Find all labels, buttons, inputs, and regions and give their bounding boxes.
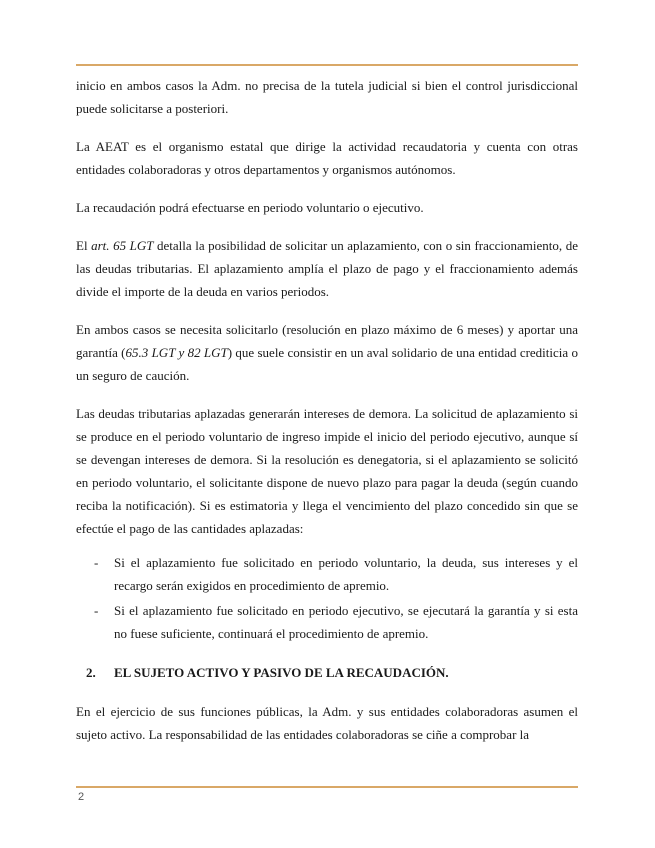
paragraph-periodo: La recaudación podrá efectuarse en periodo voluntario o ejecutivo. bbox=[76, 200, 424, 215]
paragraph-tutela: inicio en ambos casos la Adm. no precisa de la tutela judicial si bien el control jurisdiccional puede solicitarse a posteriori. bbox=[76, 78, 578, 116]
legal-reference-art65: art. 65 LGT bbox=[91, 238, 154, 253]
paragraph-art65 bbox=[76, 234, 578, 303]
paragraph-intereses: Las deudas tributarias aplazadas generarán intereses de demora. La solicitud de aplazamiento si se produce en el periodo voluntario de ingreso impide el inicio del periodo ejecutivo, aunque sí se devengan intereses de demora. Si la resolución es denegatoria, si el aplazamiento se solicitó en periodo voluntario, el solicitante dispone de nuevo plazo para pagar la deuda (según cuando reciba la notificación). Si es estimatoria y llega el vencimiento del plazo concedido sin que se efectúe el pago de las cantidades aplazadas: bbox=[76, 406, 578, 536]
section-heading bbox=[76, 661, 578, 684]
header-rule bbox=[76, 64, 578, 66]
page-body bbox=[76, 74, 578, 761]
list-bullet: - bbox=[94, 603, 99, 618]
paragraph-aeat: La AEAT es el organismo estatal que dirige la actividad recaudatoria y cuenta con otras entidades colaboradoras y otros departamentos y organismos autónomos. bbox=[76, 139, 578, 177]
paragraph-art65-post: detalla la posibilidad de solicitar un aplazamiento, con o sin fraccionamiento, de las deudas tributarias. El aplazamiento amplía el plazo de pago y el fraccionamiento además divide el importe de la deuda en varios periodos. bbox=[76, 238, 578, 299]
paragraph-garantia-post: ) que suele consistir en un aval solidario de una entidad crediticia o un seguro de caución. bbox=[76, 345, 578, 383]
section-title: EL SUJETO ACTIVO Y PASIVO DE LA RECAUDACIÓN. bbox=[114, 665, 449, 680]
footer-rule bbox=[76, 786, 578, 788]
paragraph-garantia bbox=[76, 318, 578, 387]
section-number: 2. bbox=[86, 665, 96, 680]
consequences-list bbox=[76, 551, 578, 645]
list-item-text: Si el aplazamiento fue solicitado en periodo ejecutivo, se ejecutará la garantía y si esta no fuese suficiente, continuará el procedimiento de apremio. bbox=[114, 603, 578, 641]
paragraph-garantia-pre: En ambos casos se necesita solicitarlo (resolución en plazo máximo de 6 meses) y aportar una garantía ( bbox=[76, 322, 578, 360]
paragraph-sujeto-activo: En el ejercicio de sus funciones públicas, la Adm. y sus entidades colaboradoras asumen el sujeto activo. La responsabilidad de las entidades colaboradoras se ciñe a comprobar la bbox=[76, 704, 578, 742]
list-bullet: - bbox=[94, 555, 99, 570]
list-item-text: Si el aplazamiento fue solicitado en periodo voluntario, la deuda, sus intereses y el recargo serán exigidos en procedimiento de apremio. bbox=[114, 555, 578, 593]
page-number: 2 bbox=[78, 791, 85, 803]
legal-reference-garantia: 65.3 LGT y 82 LGT bbox=[125, 345, 228, 360]
list-item bbox=[76, 599, 578, 645]
list-item bbox=[76, 551, 578, 597]
paragraph-art65-pre: El bbox=[76, 238, 92, 253]
